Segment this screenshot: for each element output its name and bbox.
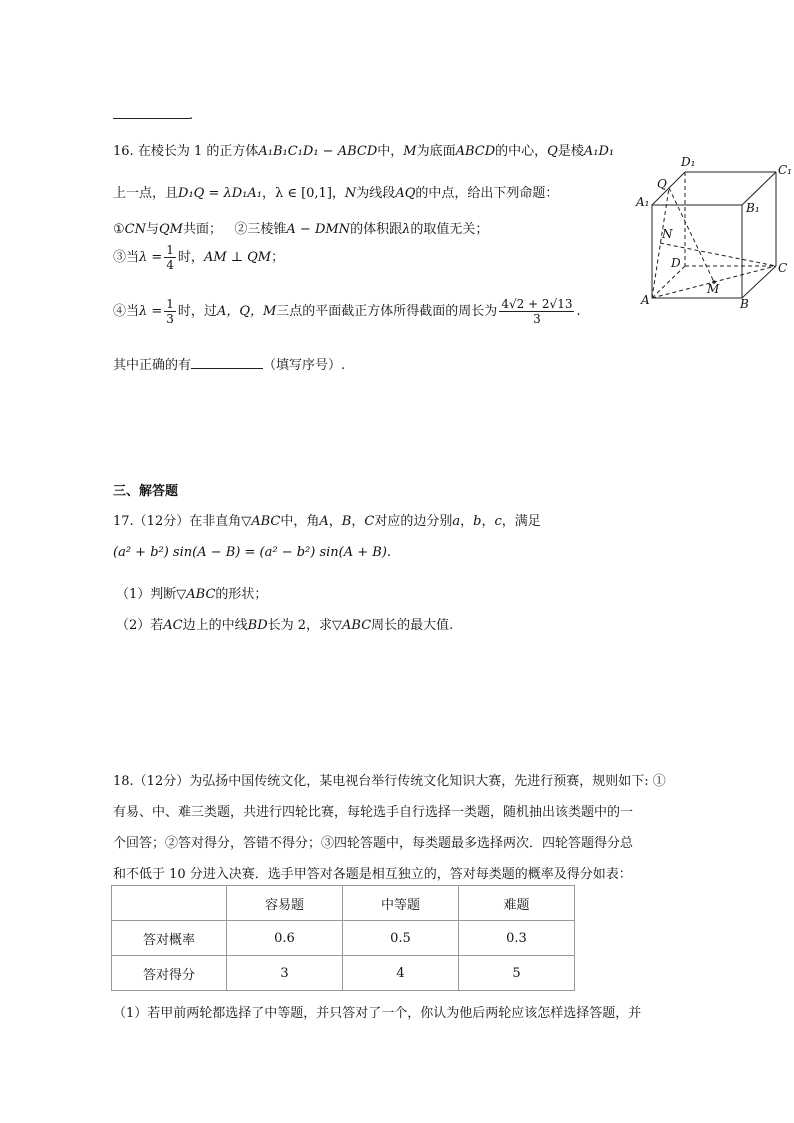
q16-answer-prompt: 其中正确的有 xyxy=(113,358,192,373)
q16-text: ； xyxy=(271,250,285,265)
q16-base: ABCD xyxy=(455,144,496,159)
q17-side-AC: AC xyxy=(163,618,183,633)
q16-var-M: M xyxy=(403,144,417,159)
q16-p1-QM: QM xyxy=(159,222,183,237)
q16-p4-points: A，Q，M xyxy=(216,304,277,319)
q16-p4-lambda: λ = xyxy=(139,304,163,319)
table-cell: 答对概率 xyxy=(112,921,227,956)
table-row xyxy=(112,921,575,956)
edge-BC xyxy=(742,266,776,298)
q16-text: 中， xyxy=(377,144,404,159)
q16-text: 的体积跟 xyxy=(350,222,403,237)
q17-triangle: ▽ABC xyxy=(241,514,281,529)
fraction-denominator: 3 xyxy=(166,312,174,326)
q16-proposition-4 xyxy=(113,297,581,326)
q16-text: 与 xyxy=(145,222,159,237)
q18-line1: 18.（12分）为弘扬中国传统文化，某电视台举行传统文化知识大赛，先进行预赛，规则如下: ① xyxy=(113,774,666,789)
q16-answer-hint: （填写序号）. xyxy=(263,358,346,373)
q16-p3-expression: AM ⊥ QM xyxy=(203,250,272,265)
table-cell: 0.5 xyxy=(343,921,459,956)
q17-side-c: c xyxy=(494,514,502,529)
q17-text: 17.（12分）在非直角 xyxy=(113,514,242,529)
q16-text: 共面； xyxy=(182,222,222,237)
q17-text: （2）若 xyxy=(116,618,164,633)
q16-vector-equation: D₁Q = λD₁A₁ xyxy=(178,186,262,201)
table-cell: 0.3 xyxy=(459,921,575,956)
q17-angle-C: C xyxy=(364,514,375,529)
q16-text: 为线段 xyxy=(356,186,396,201)
q16-p1-CN: CN xyxy=(124,222,146,237)
q16-p2-pyramid: A − DMN xyxy=(286,222,351,237)
q16-proposition-1-2 xyxy=(113,218,488,237)
q16-text: 时，过 xyxy=(177,304,217,319)
label-C: C xyxy=(778,261,788,275)
q18-line2: 有易、中、难三类题，共进行四轮比赛，每轮选手自行选择一类题，随机抽出该类题中的一 xyxy=(113,805,634,820)
q17-angle-B: B xyxy=(341,514,352,529)
q16-cube-name: A₁B₁C₁D₁ − ABCD xyxy=(258,144,378,159)
previous-answer-blank xyxy=(113,118,190,119)
q17-part2 xyxy=(116,614,453,633)
q16-answer-blank[interactable] xyxy=(191,356,263,369)
q17-text: ， xyxy=(328,514,342,529)
q16-proposition-3 xyxy=(113,243,284,272)
fraction-numerator: 1 xyxy=(166,243,174,257)
label-M: M xyxy=(707,282,720,296)
q18-line4: 和不低于 10 分进入决赛．选手甲答对各题是相互独立的，答对每类题的概率及得分如表： xyxy=(113,867,632,882)
label-A: A xyxy=(641,293,650,307)
q16-number: 16. xyxy=(113,144,134,159)
table-header-cell: 容易题 xyxy=(227,886,343,921)
q16-text: 的中点，给出下列命题： xyxy=(415,186,559,201)
table-cell: 5 xyxy=(459,956,575,991)
q18-line3: 个回答；②答对得分，答错不得分；③四轮答题中，每类题最多选择两次．四轮答题得分总 xyxy=(113,836,634,851)
score-table xyxy=(111,885,575,991)
q17-text: 对应的边分别 xyxy=(374,514,453,529)
q18-part1: （1）若甲前两轮都选择了中等题，并只答对了一个，你认为他后两轮应该怎样选择答题，并 xyxy=(113,1006,642,1021)
cube-figure xyxy=(630,150,794,310)
q16-answer-line xyxy=(113,354,345,373)
table-cell: 3 xyxy=(227,956,343,991)
fraction-denominator: 4 xyxy=(166,258,174,272)
q16-p1-mark: ① xyxy=(113,222,125,237)
q16-text: 三点的平面截正方体所得截面的周长为 xyxy=(276,304,498,319)
q16-text: ， xyxy=(331,186,345,201)
q17-angle-A: A xyxy=(319,514,329,529)
label-D: D xyxy=(671,256,681,270)
table-cell: 4 xyxy=(343,956,459,991)
q16-p3-lambda: λ = xyxy=(139,250,163,265)
q16-p4-fraction xyxy=(164,297,176,326)
fraction-denominator: 3 xyxy=(533,312,541,326)
q16-var-N: N xyxy=(344,186,357,201)
q17-part1 xyxy=(116,583,267,602)
q16-edge: A₁D₁ xyxy=(583,144,615,159)
label-B: B xyxy=(740,297,749,310)
q16-segment-AQ: AQ xyxy=(395,186,416,201)
fraction-numerator: 4√2 + 2√13 xyxy=(501,297,573,311)
q17-text: 周长的最大值. xyxy=(371,618,454,633)
q16-text: . xyxy=(576,304,581,319)
front-face xyxy=(652,205,742,298)
q17-text: 长为 2，求 xyxy=(267,618,333,633)
table-header-cell: 难题 xyxy=(459,886,575,921)
q16-p3-fraction xyxy=(164,243,176,272)
q16-line1 xyxy=(113,140,614,159)
q16-p4-perimeter xyxy=(499,297,574,326)
q16-text: 时， xyxy=(177,250,204,265)
q16-text: 是棱 xyxy=(557,144,584,159)
q17-text: ， xyxy=(351,514,365,529)
q16-line2 xyxy=(113,182,558,201)
q17-equation: (a² + b²) sin(A − B) = (a² − b²) sin(A + B). xyxy=(113,545,392,560)
q16-text: 为底面 xyxy=(416,144,456,159)
label-A1: A₁ xyxy=(636,195,650,209)
q17-side-b: b xyxy=(473,514,482,529)
label-D1: D₁ xyxy=(681,155,696,169)
table-row xyxy=(112,956,575,991)
q17-line1: 17.（12分）在非直角▽ABC中，角A，B，C对应的边分别a，b，c，满足 xyxy=(113,514,541,529)
label-B1: B₁ xyxy=(746,201,760,215)
q16-p3-mark: ③当 xyxy=(113,250,140,265)
edge-AD-hidden xyxy=(652,266,685,298)
section-heading: 三、解答题 xyxy=(113,484,179,499)
fraction-numerator: 1 xyxy=(166,297,174,311)
q16-var-Q: Q xyxy=(547,144,558,159)
table-header-row xyxy=(112,886,575,921)
table-cell: 答对得分 xyxy=(112,956,227,991)
q17-text: （1）判断 xyxy=(116,587,177,602)
q16-p2-mark: ②三棱锥 xyxy=(234,222,287,237)
label-N: N xyxy=(662,227,673,241)
q17-triangle: ▽ABC xyxy=(176,587,216,602)
q16-p2-lambda: λ xyxy=(402,222,411,237)
q16-p4-mark: ④当 xyxy=(113,304,140,319)
q17-text: 边上的中线 xyxy=(182,618,248,633)
q16-text: 在棱长为 1 的正方体 xyxy=(137,144,259,159)
q16-text: 上一点，且 xyxy=(113,186,179,201)
table-header-cell xyxy=(112,886,227,921)
previous-answer-period: . xyxy=(189,108,194,123)
table-header-cell: 中等题 xyxy=(343,886,459,921)
q17-triangle: ▽ABC xyxy=(332,618,372,633)
q16-text: 的取值无关； xyxy=(410,222,489,237)
label-C1: C₁ xyxy=(778,163,792,177)
q17-side-a: a xyxy=(452,514,461,529)
q17-median-BD: BD xyxy=(247,618,268,633)
label-Q: Q xyxy=(657,177,667,191)
q17-text: 的形状； xyxy=(215,587,268,602)
q17-text: ，满足 xyxy=(501,514,541,529)
q17-text: 中，角 xyxy=(280,514,320,529)
q16-text: 的中心， xyxy=(495,144,548,159)
q16-lambda-range: ，λ ∈ [0,1] xyxy=(261,186,332,201)
table-cell: 0.6 xyxy=(227,921,343,956)
